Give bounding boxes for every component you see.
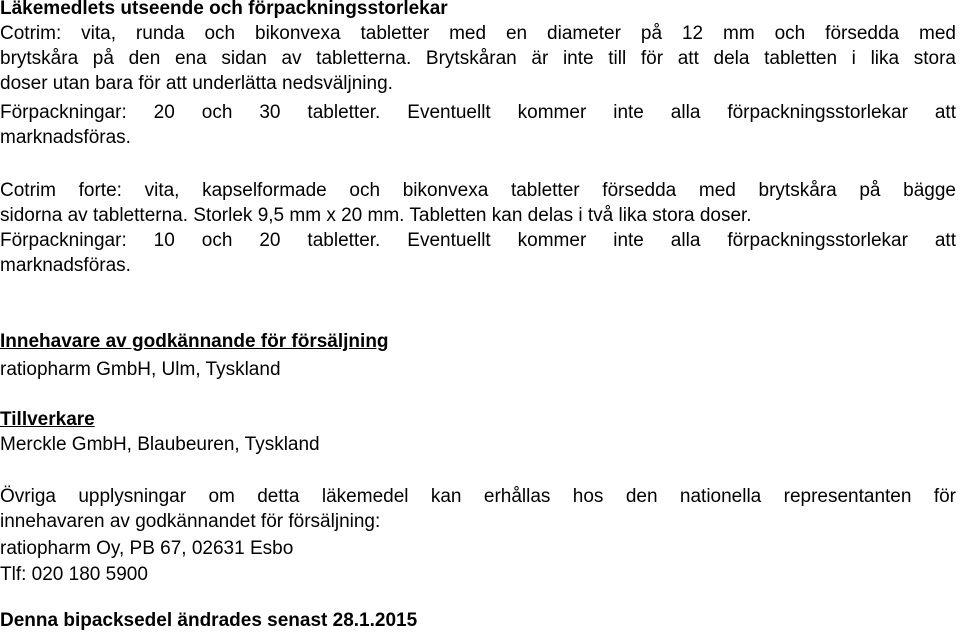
manufacturer-text: Merckle GmbH, Blaubeuren, Tyskland xyxy=(0,434,320,455)
contact-line: innehavaren av godkännandet för försäljning: xyxy=(0,511,381,532)
contact-address: ratiopharm Oy, PB 67, 02631 Esbo xyxy=(0,538,294,559)
paragraph-line: doser utan bara för att underlätta nedsväljning. xyxy=(0,73,393,94)
paragraph-line: Cotrim forte: vita, kapselformade och bikonvexa tabletter försedda med brytskåra på bägge xyxy=(0,180,956,201)
paragraph-line: marknadsföras. xyxy=(0,255,131,276)
paragraph-line: Förpackningar: 10 och 20 tabletter. Eventuellt kommer inte alla förpackningsstorlekar att xyxy=(0,230,956,251)
holder-heading: Innehavare av godkännande för försäljning xyxy=(0,331,389,352)
holder-text: ratiopharm GmbH, Ulm, Tyskland xyxy=(0,359,281,380)
paragraph-line: Förpackningar: 20 och 30 tabletter. Eventuellt kommer inte alla förpackningsstorlekar att xyxy=(0,102,956,123)
paragraph-line: sidorna av tabletterna. Storlek 9,5 mm x 20 mm. Tabletten kan delas i två lika stora doser. xyxy=(0,205,752,226)
revision-date: Denna bipacksedel ändrades senast 28.1.2015 xyxy=(0,610,418,631)
manufacturer-heading: Tillverkare xyxy=(0,409,95,430)
paragraph-line: marknadsföras. xyxy=(0,127,131,148)
contact-line: Övriga upplysningar om detta läkemedel kan erhållas hos den nationella representanten för xyxy=(0,486,956,507)
paragraph-line: Cotrim: vita, runda och bikonvexa tabletter med en diameter på 12 mm och försedda med xyxy=(0,23,956,44)
paragraph-line: brytskåra på den ena sidan av tabletterna. Brytskåran är inte till för att dela tabletten i lika stora xyxy=(0,48,956,69)
contact-phone: Tlf: 020 180 5900 xyxy=(0,564,148,585)
section-heading-appearance: Läkemedlets utseende och förpackningsstorlekar xyxy=(0,0,448,19)
